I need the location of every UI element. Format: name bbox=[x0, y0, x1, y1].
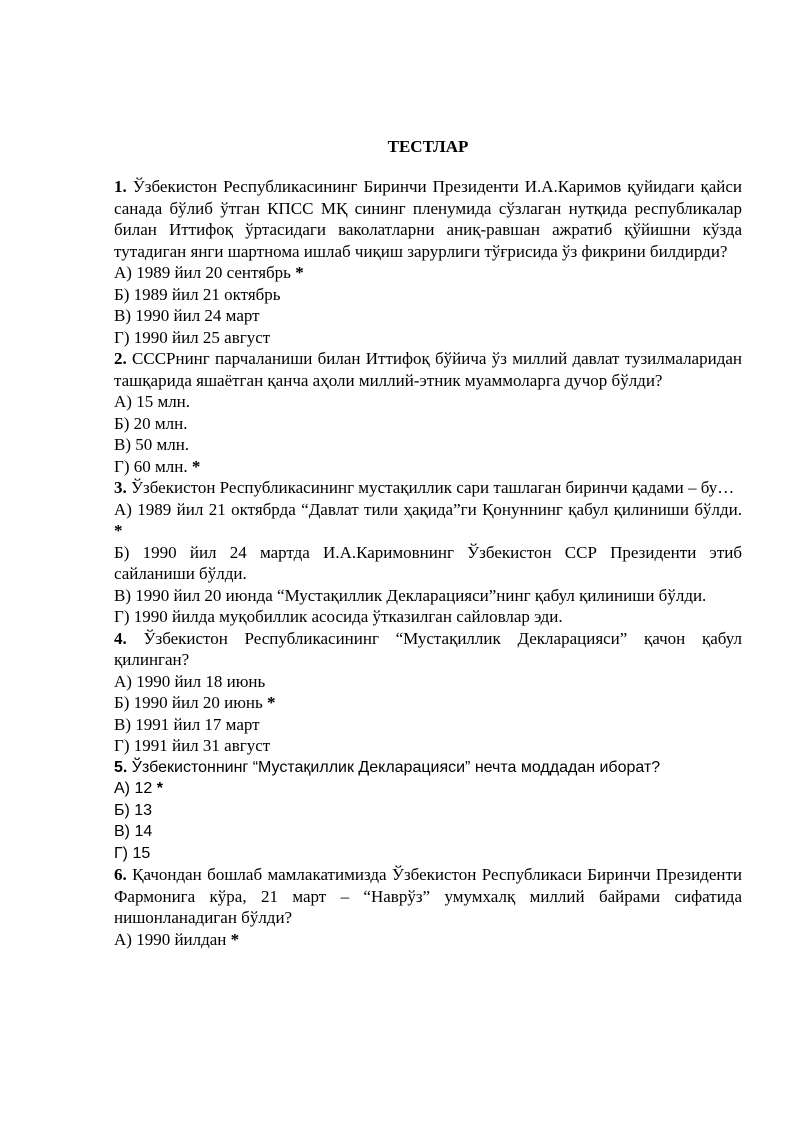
question-number: 4. bbox=[114, 628, 127, 648]
answer-option-text: А) 1990 йилдан bbox=[114, 929, 227, 949]
question-body: Ўзбекистон Республикасининг Биринчи Президенти И.А.Каримов қуйидаги қайси санада бўлиб ўтган КПСС МҚ сининг пленумида сўзлаган нутқида республикалар билан Иттифоқ ўртасидаги ваколатларни аниқ-равшан ажратиб қўйишни кўзда тутадиган янги шартнома ишлаб чиқиш зарурлиги тўғрисида ўз фикрини билдирди? bbox=[114, 177, 742, 261]
answer-option-text: В) 50 млн. bbox=[114, 435, 190, 454]
correct-answer-mark: * bbox=[295, 263, 304, 282]
question-5 bbox=[114, 757, 742, 865]
question-body: Ўзбекистоннинг “Мустақиллик Декларацияси” нечта моддадан иборат? bbox=[131, 758, 661, 776]
question-number: 1. bbox=[114, 177, 127, 196]
answer-option bbox=[114, 413, 742, 435]
correct-answer-mark: * bbox=[156, 780, 163, 797]
answer-option bbox=[114, 542, 742, 585]
answer-option-text: Г) 1990 йилда муқобиллик асосида ўтказилган сайловлар эди. bbox=[114, 607, 563, 626]
answer-option bbox=[114, 284, 742, 306]
question-list bbox=[114, 176, 742, 950]
answer-option-text: А) 1989 йил 20 сентябрь bbox=[114, 263, 291, 282]
answer-option-text: А) 1990 йил 18 июнь bbox=[114, 671, 266, 691]
answer-option bbox=[114, 714, 742, 736]
question-6 bbox=[114, 864, 742, 950]
question-number: 6. bbox=[114, 865, 127, 884]
answer-option-text: Г) 60 млн. bbox=[114, 456, 188, 476]
answer-option-text: Г) 1990 йил 25 август bbox=[114, 327, 271, 347]
correct-answer-mark: * bbox=[191, 456, 201, 476]
answer-option bbox=[114, 262, 742, 284]
answer-option bbox=[114, 821, 742, 843]
question-text bbox=[114, 864, 742, 929]
question-number: 5. bbox=[114, 758, 128, 776]
answer-option-text: Б) 1989 йил 21 октябрь bbox=[114, 284, 281, 304]
answer-option bbox=[114, 391, 742, 413]
question-3 bbox=[114, 477, 742, 628]
question-body: СССРнинг парчаланиши билан Иттифоқ бўйича ўз миллий давлат тузилмаларидан ташқарида яшаётган қанча аҳоли миллий-этник муаммоларга дучор бўлди? bbox=[114, 349, 742, 390]
answer-option bbox=[114, 735, 742, 757]
question-text bbox=[114, 757, 742, 779]
answer-option-text: В) 1990 йил 20 июнда “Мустақиллик Декларацияси”нинг қабул қилиниши бўлди. bbox=[114, 585, 707, 605]
question-text bbox=[114, 477, 742, 499]
question-2 bbox=[114, 348, 742, 477]
question-4 bbox=[114, 628, 742, 757]
answer-option bbox=[114, 929, 742, 951]
answer-option-text: Б) 1990 йил 20 июнь bbox=[114, 693, 263, 712]
answer-option bbox=[114, 434, 742, 456]
correct-answer-mark: * bbox=[230, 929, 240, 949]
answer-option bbox=[114, 606, 742, 628]
answer-option bbox=[114, 800, 742, 822]
correct-answer-mark: * bbox=[267, 693, 276, 712]
answer-option-text: В) 1991 йил 17 март bbox=[114, 714, 260, 734]
answer-option-text: Г) 1991 йил 31 август bbox=[114, 736, 271, 755]
answer-option-text: Б) 1990 йил 24 мартда И.А.Каримовнинг Ўзбекистон ССР Президенти этиб сайланиши бўлди. bbox=[114, 542, 742, 583]
answer-option bbox=[114, 843, 742, 865]
correct-answer-mark: * bbox=[114, 521, 123, 540]
answer-option bbox=[114, 499, 742, 542]
page-title: ТЕСТЛАР bbox=[387, 137, 469, 156]
answer-option-text: Б) 20 млн. bbox=[114, 413, 188, 433]
answer-option bbox=[114, 692, 742, 714]
answer-option-text: А) 15 млн. bbox=[114, 392, 191, 411]
answer-option bbox=[114, 671, 742, 693]
answer-option bbox=[114, 327, 742, 349]
answer-option-text: Б) 13 bbox=[114, 801, 153, 819]
answer-option bbox=[114, 305, 742, 327]
question-text bbox=[114, 348, 742, 391]
answer-option-text: А) 12 bbox=[114, 780, 153, 797]
answer-option-text: В) 1990 йил 24 март bbox=[114, 306, 260, 325]
question-body: Ўзбекистон Республикасининг “Мустақиллик Декларацияси” қачон қабул қилинган? bbox=[114, 628, 743, 669]
answer-option bbox=[114, 456, 742, 478]
answer-option-text: В) 14 bbox=[114, 823, 153, 840]
question-text bbox=[114, 628, 742, 671]
answer-option-text: Г) 15 bbox=[114, 844, 151, 862]
question-body: Ўзбекистон Республикасининг мустақиллик сари ташлаган биринчи қадами – бу… bbox=[131, 478, 735, 497]
document-content bbox=[114, 136, 742, 950]
answer-option bbox=[114, 585, 742, 607]
answer-option-text: А) 1989 йил 21 октябрда “Давлат тили ҳақида”ги Қонуннинг қабул қилиниши бўлди. bbox=[114, 499, 742, 519]
question-body: Қачондан бошлаб мамлакатимизда Ўзбекистон Республикаси Биринчи Президенти Фармонига кўра, 21 март – “Наврўз” умумхалқ миллий байрами сифатида нишонланадиган бўлди? bbox=[114, 865, 742, 927]
question-text bbox=[114, 176, 742, 262]
question-number: 3. bbox=[114, 478, 127, 497]
question-number: 2. bbox=[114, 349, 127, 368]
answer-option bbox=[114, 778, 742, 800]
question-1 bbox=[114, 176, 742, 348]
